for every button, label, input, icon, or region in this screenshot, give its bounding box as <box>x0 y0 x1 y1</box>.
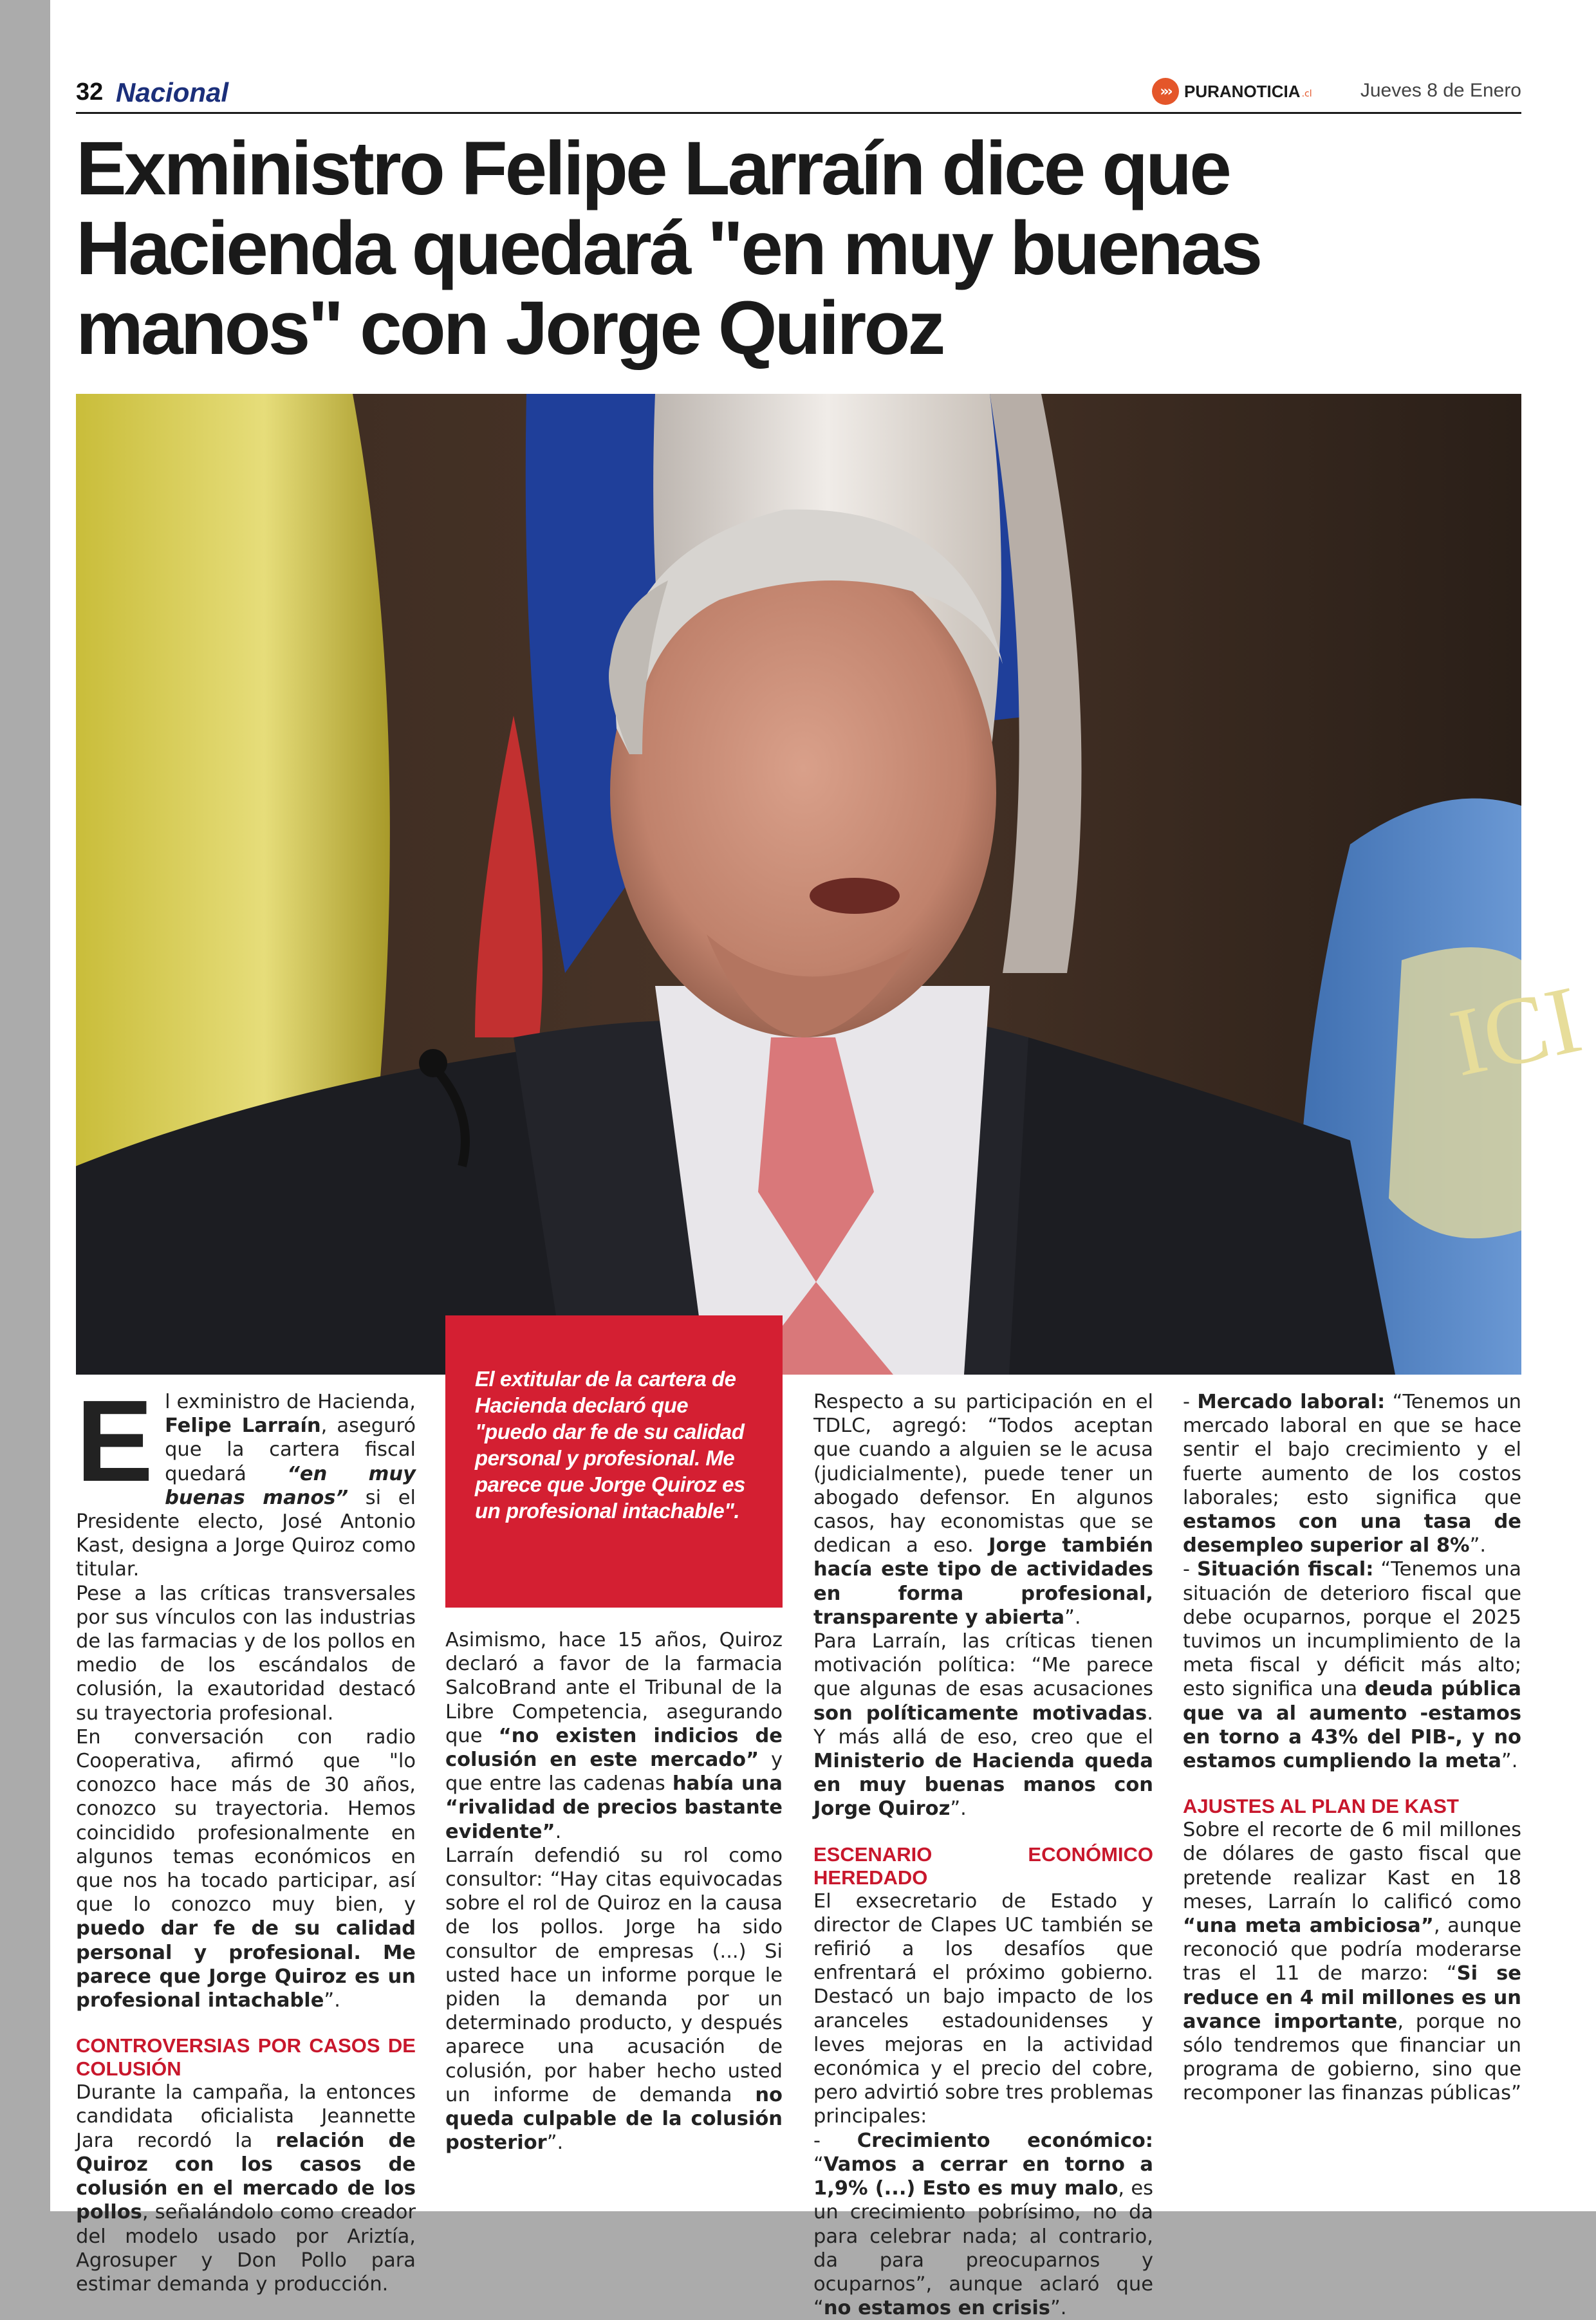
brand-logo <box>1152 76 1312 107</box>
paragraph: Durante la campaña, la entonces candidata oficialista Jeannette Jara recordó la relación de Quiroz con los casos de colusión en el mercado de los pollos, señalándolo como creador del modelo usado por Ariztía, Agrosuper y Don Pollo para estimar demanda y producción. <box>76 2081 416 2296</box>
paragraph: - Situación fiscal: “Tenemos una situación de deterioro fiscal que debe ocuparnos, porque el 2025 tuvimos un incumplimiento de la meta fiscal y déficit más alto; esto significa una deuda pública que va al aumento -estamos en torno a 43% del PIB-, y no estamos cumpliendo la meta”. <box>1183 1558 1521 1773</box>
issue-date: Jueves 8 de Enero <box>1360 80 1521 101</box>
paragraph-lead: l exministro de Hacienda, Felipe Larraín, aseguró que la cartera fiscal quedará “en muy buenas manos” si el Presidente electo, José Antonio Kast, designa a Jorge Quiroz como titular. <box>76 1391 416 1581</box>
portrait-photo-icon <box>76 394 1590 1375</box>
paragraph: - Mercado laboral: “Tenemos un mercado laboral en que se hace sentir el bajo crecimiento y el fuerte aumento de los costos laborales; esto significa que estamos con una tasa de desempleo superior al 8%”. <box>1183 1391 1521 1557</box>
svg-text:ICI: ICI <box>1442 965 1590 1097</box>
brand-name: PURANOTICIA <box>1184 81 1301 101</box>
paragraph: Larraín defendió su rol como consultor: “Hay citas equivocadas sobre el rol de Quiroz en la causa de los pollos. Jorge ha sido consultor de empresas (...) Si usted hace un informe porque le piden la demanda por un determinado producto, y después aparece una acusación de colusión, por haber hecho usted un informe de demanda no queda culpable de la colusión posterior”. <box>445 1844 783 2155</box>
paragraph: Asimismo, hace 15 años, Quiroz declaró a favor de la farmacia SalcoBrand ante el Tribunal de la Libre Competencia, asegurando que “no existen indicios de colusión en este mercado” y que entre las cadenas había una “rivalidad de precios bastante evidente”. <box>445 1629 783 1843</box>
paragraph: El exsecretario de Estado y director de Clapes UC también se refirió a los desafíos que enfrentará el próximo gobierno. Destacó un bajo impacto de los aranceles estadounidenses y leves mejoras en la actividad económica y el precio del cobre, pero advirtió sobre tres problemas principales: <box>813 1889 1153 2128</box>
article-column-4 <box>1183 1390 1521 2106</box>
subheading-colusion: CONTROVERSIAS POR CASOS DE COLUSIÓN <box>76 2034 416 2081</box>
page-header <box>76 72 1521 114</box>
page-number: 32 <box>76 79 104 106</box>
pull-quote: El extitular de la cartera de Hacienda declaró que "puedo dar fe de su calidad personal y profesional. Me parece que Jorge Quiroz es un profesional intachable". <box>445 1315 783 1608</box>
subheading-escenario: ESCENARIO ECONÓMICO HEREDADO <box>813 1842 1153 1889</box>
article-photo <box>76 394 1590 1375</box>
paragraph: - Crecimiento económico: “Vamos a cerrar en torno a 1,9% (...) Esto es muy malo, es un crecimiento pobrísimo, no da para celebrar nada; al contrario, da para preocuparnos y ocuparnos”, aunque aclaró que “no estamos en crisis”. <box>813 2129 1153 2320</box>
paragraph: Pese a las críticas transversales por sus vínculos con las industrias de las farmacias y de los pollos en medio de los escándalos de colusión, la exautoridad destacó su trayectoria profesional. <box>76 1582 416 1725</box>
article-column-2 <box>445 1628 783 2155</box>
article-column-1 <box>76 1377 416 2296</box>
headline: Exministro Felipe Larraín dice que Hacienda quedará "en muy buenas manos" con Jorge Quiroz <box>76 126 1261 371</box>
brand-suffix: .cl <box>1301 89 1312 99</box>
paragraph: Para Larraín, las críticas tienen motivación política: “Me parece que algunas de esas acusaciones son políticamente motivadas. Y más allá de eso, creo que el Ministerio de Hacienda queda en muy buenas manos con Jorge Quiroz”. <box>813 1630 1153 1821</box>
article-column-3 <box>813 1390 1153 2320</box>
paragraph: Respecto a su participación en el TDLC, agregó: “Todos aceptan que cuando a alguien se le acusa (judicialmente), puede tener un abogado defensor. En algunos casos, hay economistas que se dedican a eso. Jorge también hacía este tipo de actividades en forma profesional, transparente y abierta”. <box>813 1391 1154 1629</box>
paragraph: En conversación con radio Cooperativa, afirmó que "lo conozco hace más de 30 años, conozco su trayectoria. Hemos coincidido profesionalmente en algunos temas económicos en que nos ha tocado participar, así que lo conozco muy bien, y puedo dar fe de su calidad personal y profesional. Me parece que Jorge Quiroz es un profesional intachable”. <box>76 1725 416 2012</box>
paragraph: Sobre el recorte de 6 mil millones de dólares de gasto fiscal que pretende realizar Kast en 18 meses, Larraín lo calificó como “una meta ambiciosa”, aunque reconoció que podría moderarse tras el 11 de marzo: “Si se reduce en 4 mil millones es un avance importante, porque no sólo tendremos que financiar un programa de gobierno, sino que recomponer las finanzas públicas” <box>1183 1819 1521 2105</box>
section-name: Nacional <box>116 77 229 107</box>
drop-cap: E <box>76 1377 154 1506</box>
arrows-logo-icon: »› <box>1152 78 1179 105</box>
subheading-kast: AJUSTES AL PLAN DE KAST <box>1183 1795 1459 1818</box>
